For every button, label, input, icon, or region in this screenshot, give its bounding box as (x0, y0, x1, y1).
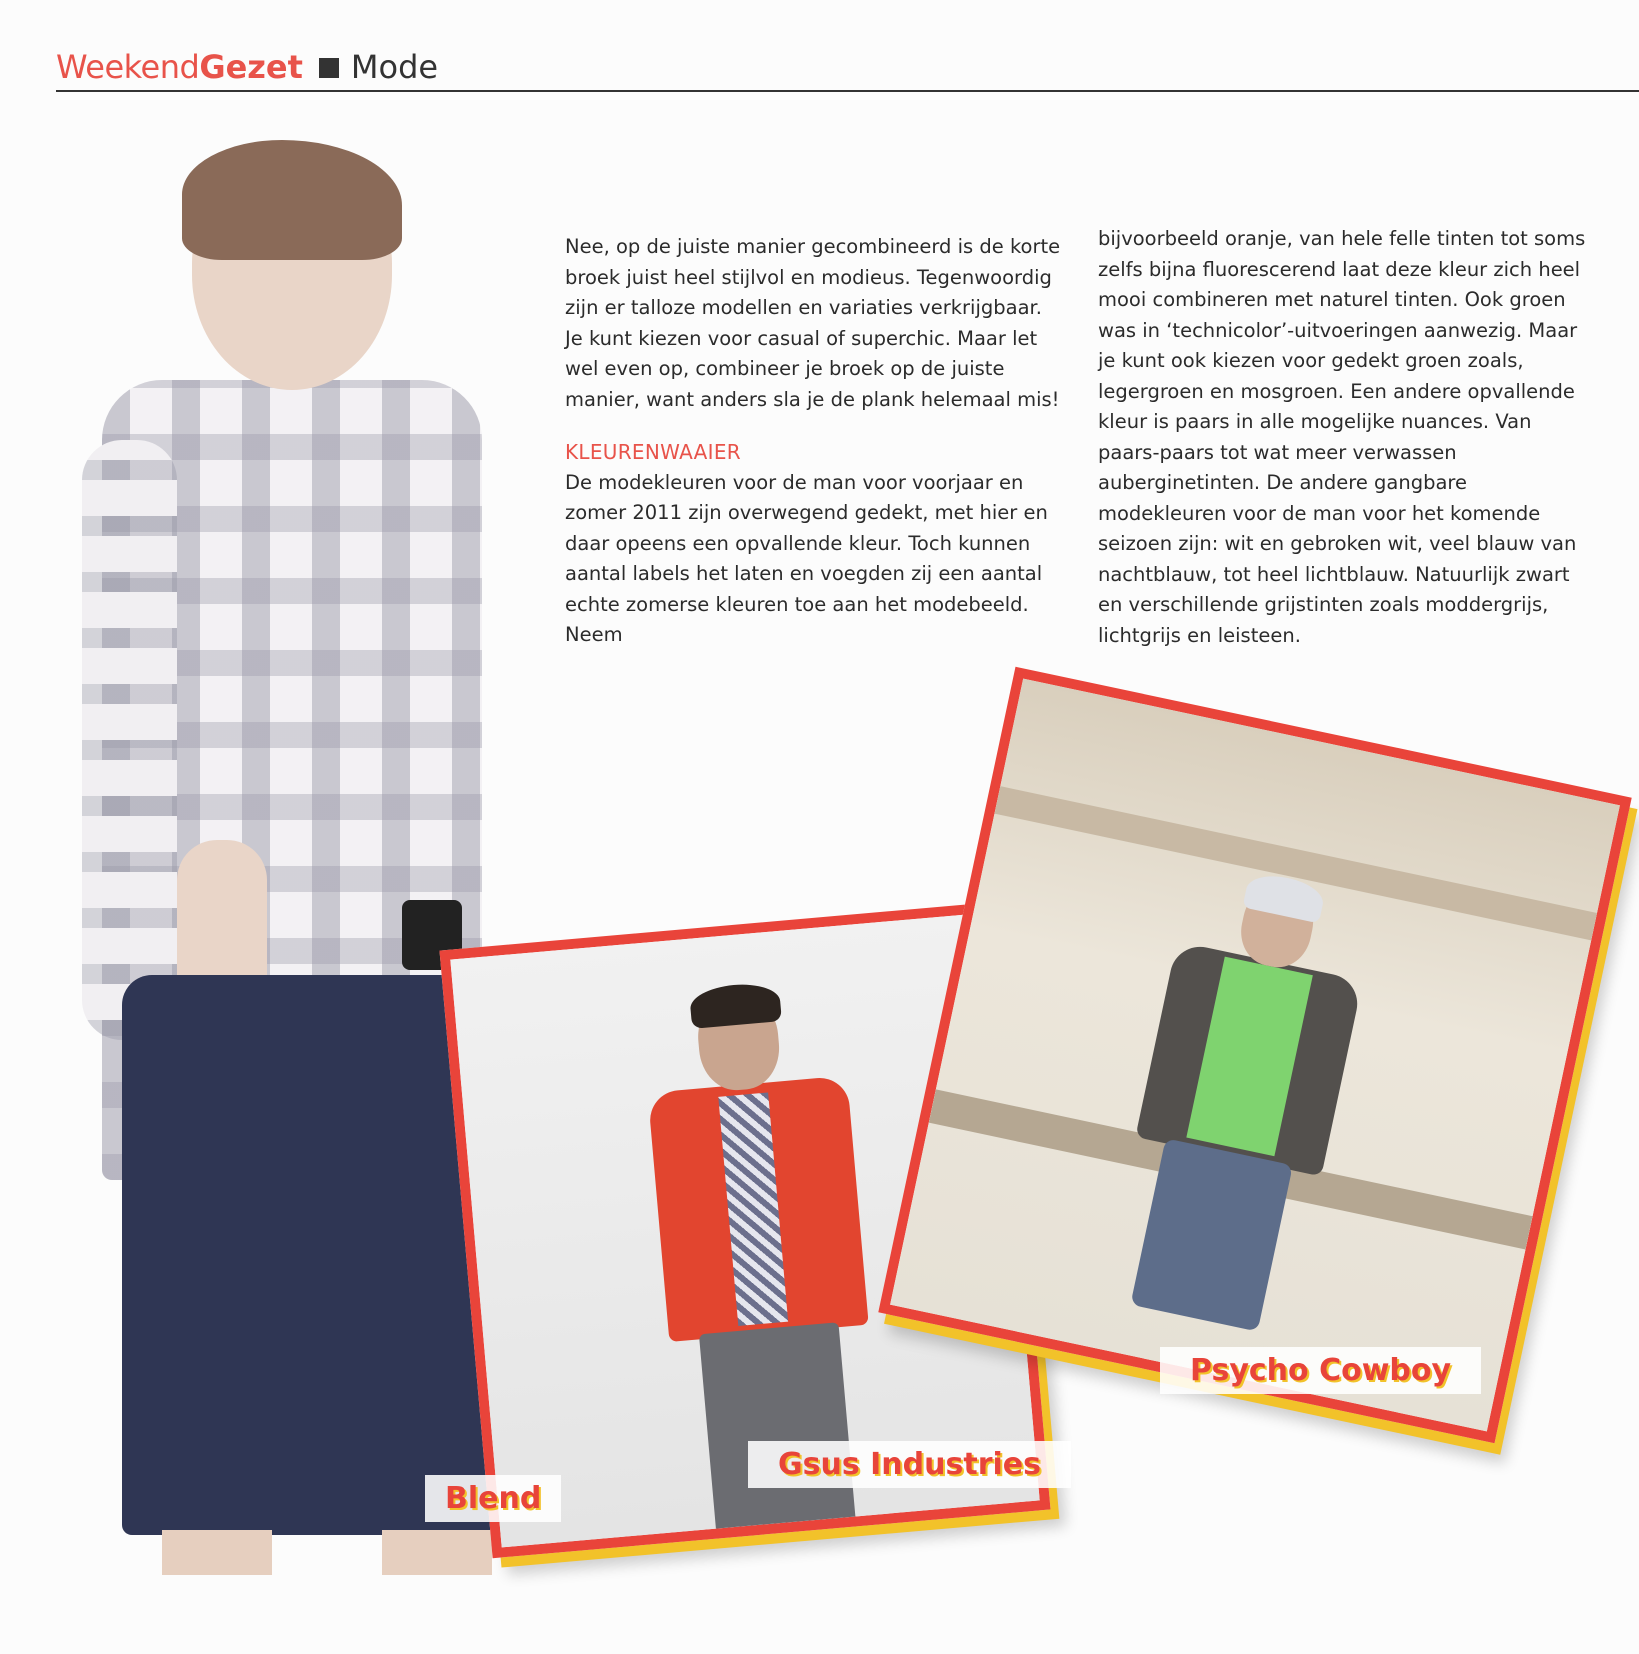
model-arm (82, 440, 177, 1040)
model-leg-right (382, 1530, 492, 1575)
photo-psycho-cowboy (890, 679, 1620, 1432)
article-subhead: KLEURENWAAIER (565, 440, 741, 464)
model-leg-left (162, 1530, 272, 1575)
article-body-1: De modekleuren voor de man voor voorjaar en zomer 2011 zijn overwegend gedekt, met hier en daar opeens een opvallende kleur. Toch kunnen aantal labels het laten en voegden zij een aantal echte zomerse kleuren toe aan het modebeeld. Neem (565, 470, 1048, 646)
model-hair (182, 140, 402, 260)
masthead (56, 48, 438, 88)
label-gsus-industries: Gsus Industries (748, 1441, 1071, 1488)
header-rule (56, 90, 1639, 92)
figure-jeans (699, 1322, 857, 1543)
label-blend: Blend (425, 1475, 561, 1522)
figure-hair (689, 981, 782, 1029)
article-body-2: bijvoorbeeld oranje, van hele felle tinten tot soms zelfs bijna fluorescerend laat deze kleur zich heel mooi combineren met naturel tinten. Ook groen was in ‘technicolor’-uitvoeringen aanwezig. Maar je kunt ook kiezen voor gedekt groen zoals, legergroen en mosgroen. Een andere opvallende kleur is paars in alle mogelijke nuances. Van paars-paars tot wat meer verwassen auberginetinten. De andere gangbare modekleuren voor de man voor het komende seizoen zijn: wit en gebroken wit, veel blauw van nachtblauw, tot heel lichtblauw. Natuurlijk zwart en verschillende grijstinten zoals moddergrijs, lichtgrijs en leisteen. (1098, 227, 1586, 647)
brand-weekend: Weekend (56, 48, 200, 86)
brand-gezet: Gezet (199, 48, 303, 86)
article-intro: Nee, op de juiste manier gecombineerd is de korte broek juist heel stijlvol en modieus. Tegenwoordig zijn er talloze modellen en variaties verkrijgbaar. Je kunt kiezen voor casual of superchic. Maar let wel even op, combineer je broek op de juiste manier, want anders sla je de plank helemaal mis! (565, 235, 1061, 411)
photo-frame-psycho-cowboy (878, 667, 1631, 1444)
article-column-1 (565, 232, 1065, 651)
section-title: Mode (350, 48, 439, 86)
label-psycho-cowboy: Psycho Cowboy (1160, 1347, 1481, 1394)
separator-square-icon (319, 58, 339, 78)
article-column-2 (1098, 224, 1598, 651)
